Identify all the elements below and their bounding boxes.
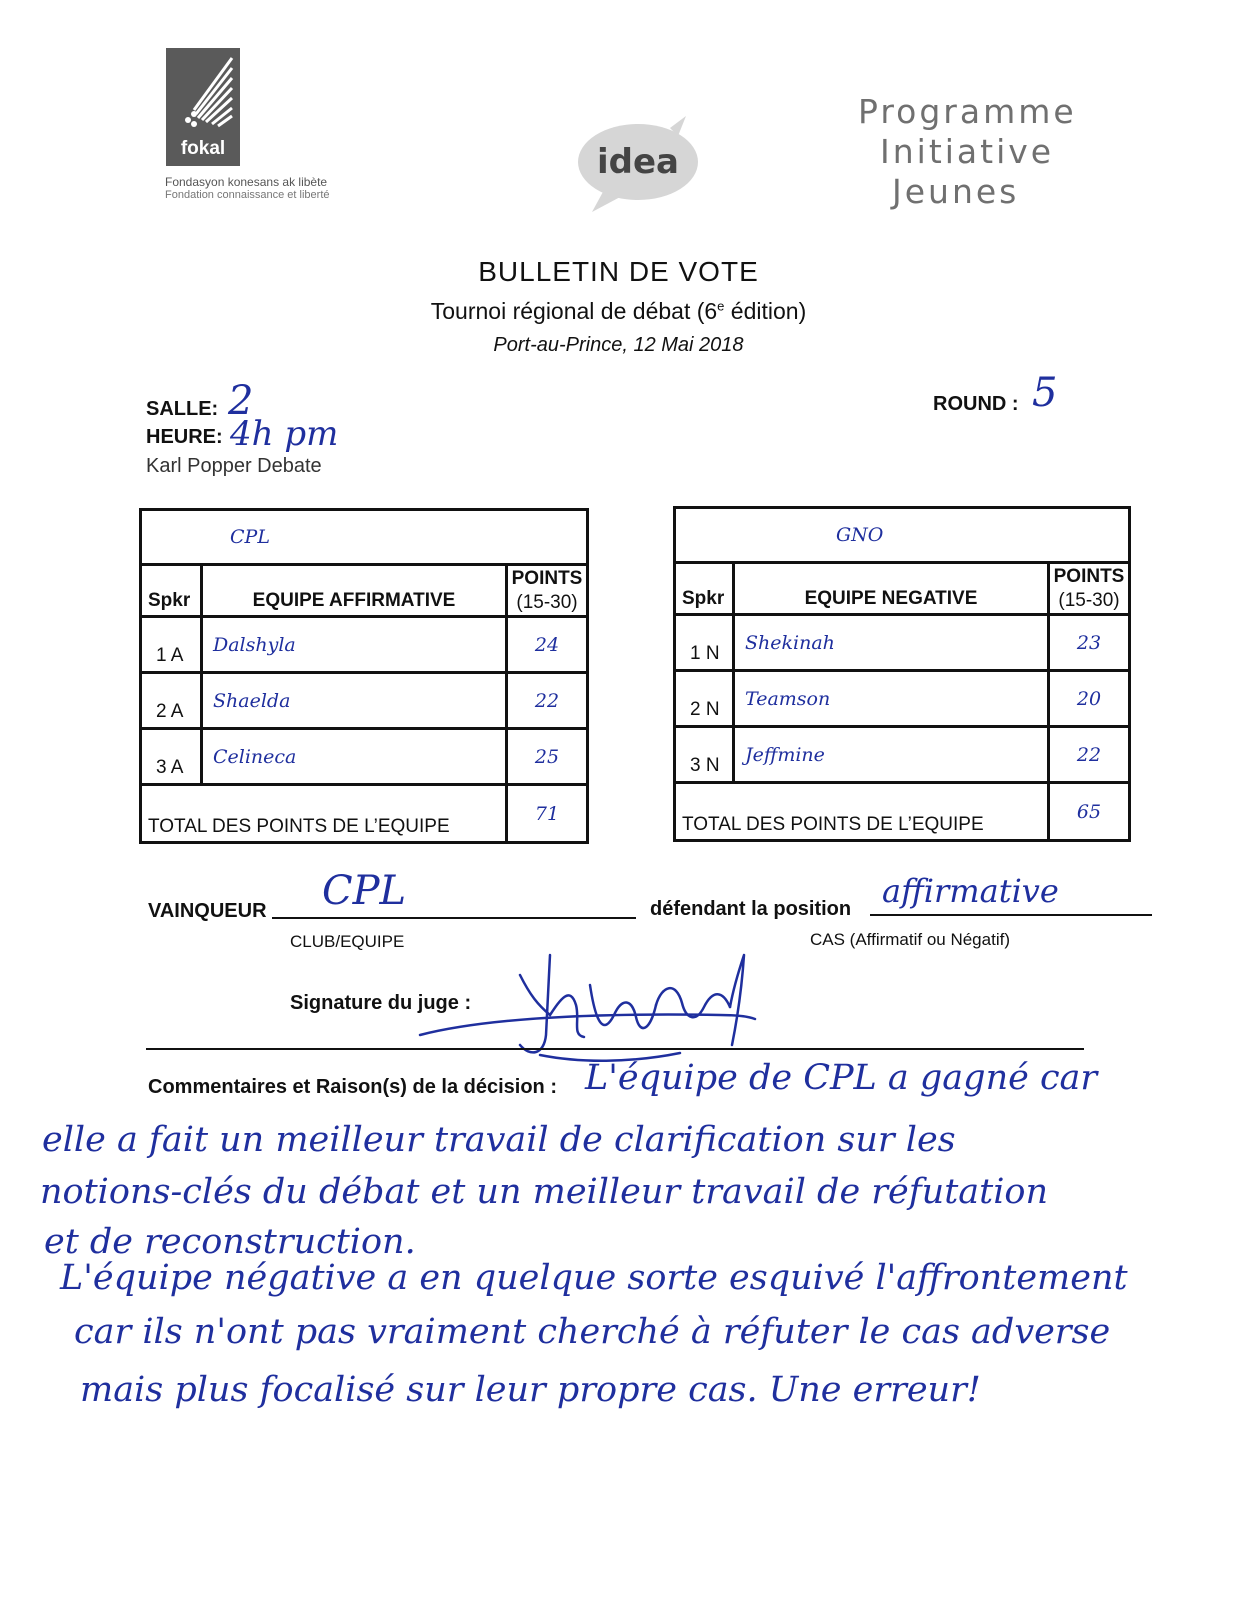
ballot-title: BULLETIN DE VOTE (478, 256, 759, 287)
comment-line: car ils n'ont pas vraiment cherché à réfuter le cas adverse (74, 1312, 1111, 1352)
signature-line (146, 1048, 1084, 1050)
speaker-points: 23 (1049, 615, 1130, 671)
tournament-subtitle: Tournoi régional de débat (6e édition) (430, 298, 807, 324)
heure-value: 4h pm (230, 414, 339, 454)
fokal-wordmark: fokal (180, 138, 226, 159)
speaker-id: 1 A (141, 617, 202, 673)
heure-label: HEURE: (146, 426, 223, 448)
comment-line: mais plus focalisé sur leur propre cas. Une erreur! (80, 1370, 981, 1410)
affirmative-score-table (139, 508, 589, 844)
position-line (870, 914, 1152, 916)
speaker-name: Teamson (734, 671, 1049, 727)
place-date: Port-au-Prince, 12 Mai 2018 (493, 334, 744, 356)
col-points: POINTS (15-30) (507, 565, 588, 617)
col-spkr: Spkr (141, 565, 202, 617)
comments-label: Commentaires et Raison(s) de la décision : (148, 1076, 557, 1098)
speaker-name: Celineca (202, 729, 507, 785)
position-label: défendant la position (650, 898, 852, 920)
col-equipe-negative: EQUIPE NEGATIVE (734, 563, 1049, 615)
fokal-sunburst-icon (166, 48, 240, 138)
signature-label: Signature du juge : (290, 992, 472, 1014)
pij-line: Jeunes (892, 172, 1020, 211)
speaker-id: 2 A (141, 673, 202, 729)
position-value: affirmative (882, 872, 1059, 910)
winner-value: CPL (322, 868, 407, 914)
affirmative-total: 71 (507, 785, 588, 843)
col-points: POINTS (15-30) (1049, 563, 1130, 615)
speaker-points: 25 (507, 729, 588, 785)
position-caption: CAS (Affirmatif ou Négatif) (810, 930, 1010, 949)
speaker-id: 1 N (675, 615, 734, 671)
judge-signature (400, 945, 780, 1075)
total-label: TOTAL DES POINTS DE L’EQUIPE (675, 783, 1049, 841)
col-spkr: Spkr (675, 563, 734, 615)
programme-initiative-jeunes-logo (858, 92, 1077, 212)
pij-line: Initiative (880, 132, 1055, 171)
speaker-id: 3 N (675, 727, 734, 783)
negative-team-name: GNO (675, 508, 1130, 563)
affirmative-team-name: CPL (141, 510, 588, 565)
comment-line: elle a fait un meilleur travail de clarification sur les (42, 1120, 956, 1160)
winner-label: VAINQUEUR (148, 900, 267, 922)
winner-caption: CLUB/EQUIPE (290, 932, 405, 951)
fokal-tagline-french: Fondation connaissance et liberté (165, 189, 330, 201)
speaker-name: Dalshyla (202, 617, 507, 673)
winner-line (272, 917, 636, 919)
speaker-name: Jeffmine (734, 727, 1049, 783)
speaker-points: 20 (1049, 671, 1130, 727)
total-label: TOTAL DES POINTS DE L’EQUIPE (141, 785, 507, 843)
pij-line: Programme (858, 92, 1077, 131)
col-equipe-affirmative: EQUIPE AFFIRMATIVE (202, 565, 507, 617)
speaker-name: Shaelda (202, 673, 507, 729)
negative-score-table (673, 506, 1131, 842)
round-label: ROUND : (933, 393, 1019, 415)
salle-label: SALLE: (146, 398, 219, 420)
comment-line: L'équipe de CPL a gagné car (585, 1058, 1098, 1098)
speaker-points: 22 (1049, 727, 1130, 783)
negative-total: 65 (1049, 783, 1130, 841)
debate-format: Karl Popper Debate (146, 455, 322, 477)
comment-line: notions-clés du débat et un meilleur travail de réfutation (40, 1172, 1049, 1212)
comment-line: L'équipe négative a en quelque sorte esquivé l'affrontement (60, 1258, 1128, 1298)
speaker-name: Shekinah (734, 615, 1049, 671)
round-value: 5 (1032, 370, 1058, 416)
comment-line: et de reconstruction. (44, 1222, 416, 1262)
speaker-id: 2 N (675, 671, 734, 727)
speaker-id: 3 A (141, 729, 202, 785)
idea-logo-text: idea (597, 142, 679, 182)
salle-value: 2 (228, 378, 254, 424)
speaker-points: 24 (507, 617, 588, 673)
fokal-tagline-kreyol: Fondasyon konesans ak libète (165, 175, 328, 189)
speaker-points: 22 (507, 673, 588, 729)
